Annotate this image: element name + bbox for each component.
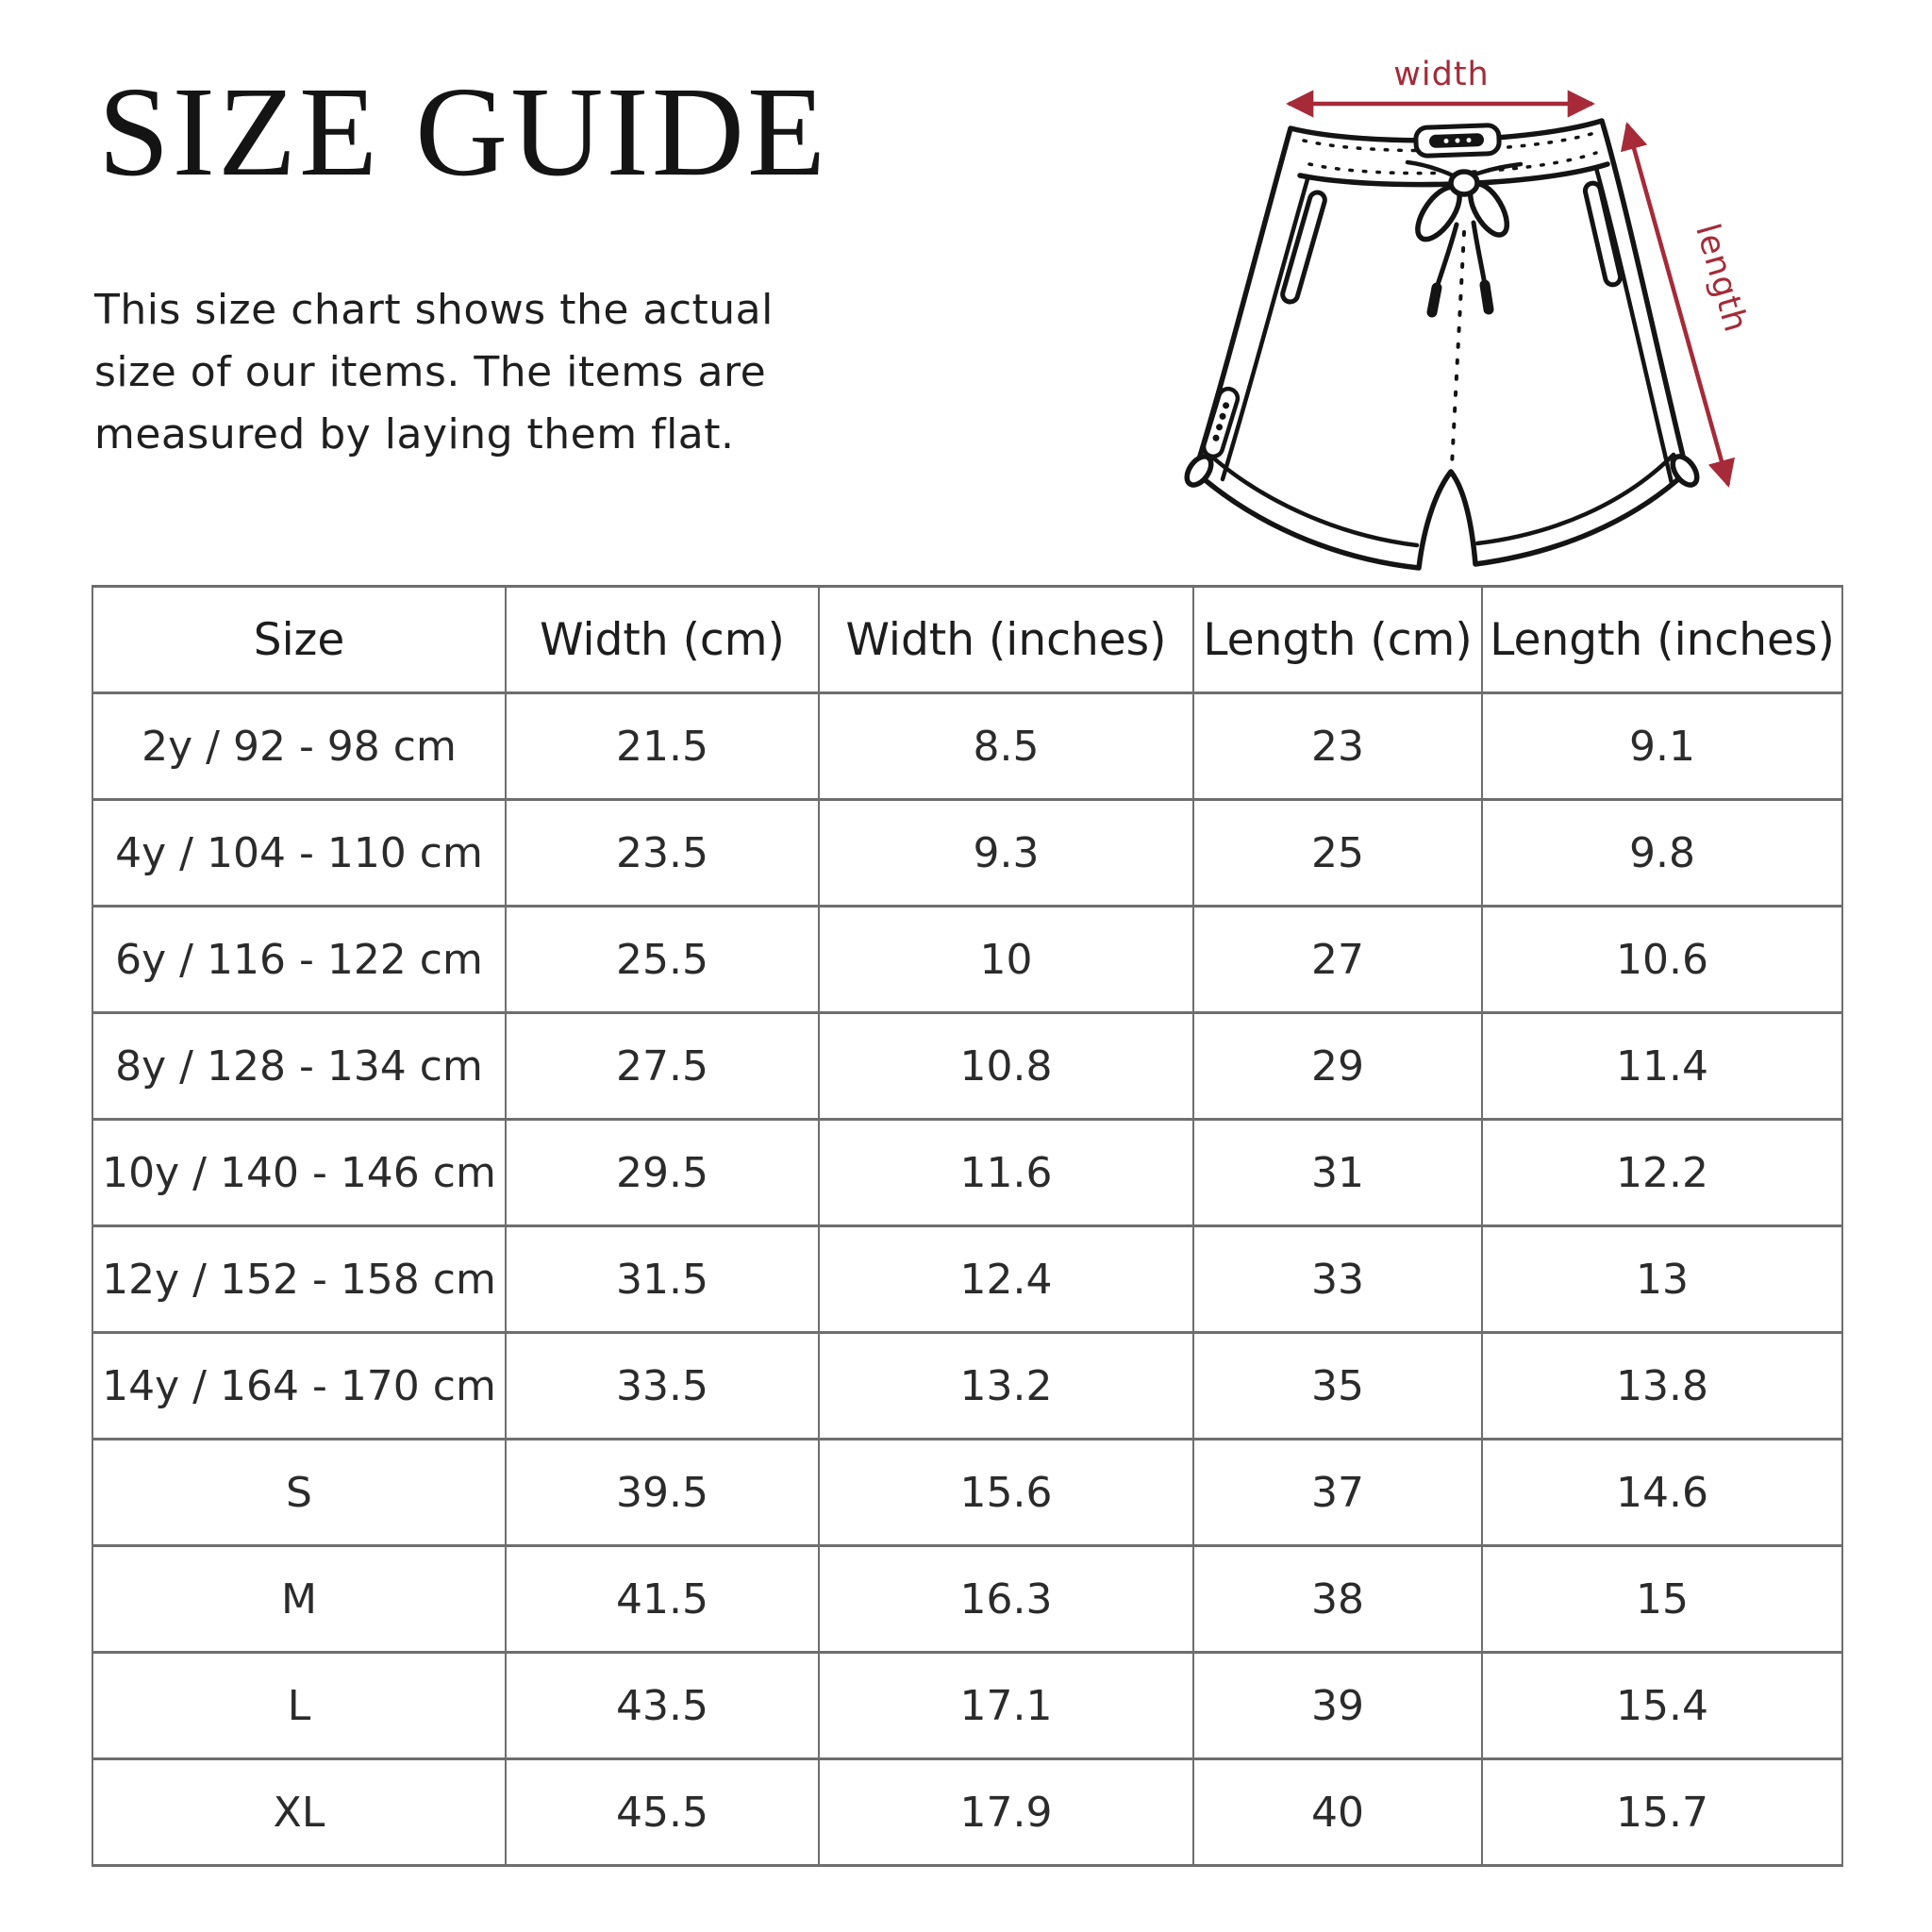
measurement-cell: 12.2 (1482, 1120, 1842, 1226)
column-header: Size (92, 587, 506, 693)
size-cell: 8y / 128 - 134 cm (92, 1013, 506, 1120)
measurement-cell: 12.4 (819, 1226, 1193, 1333)
size-cell: L (92, 1653, 506, 1759)
measurement-cell: 41.5 (506, 1546, 819, 1653)
measurement-cell: 25.5 (506, 907, 819, 1013)
column-header: Length (inches) (1482, 587, 1842, 693)
shorts-measurement-diagram (1170, 45, 1792, 579)
column-header: Width (inches) (819, 587, 1193, 693)
column-header: Width (cm) (506, 587, 819, 693)
measurement-cell: 9.3 (819, 800, 1193, 907)
description-line: size of our items. The items are (94, 348, 767, 396)
measurement-cell: 17.9 (819, 1759, 1193, 1866)
measurement-cell: 23.5 (506, 800, 819, 907)
measurement-cell: 31.5 (506, 1226, 819, 1333)
measurement-cell: 10.6 (1482, 907, 1842, 1013)
size-guide-table (92, 585, 1843, 1867)
measurement-cell: 37 (1193, 1440, 1482, 1546)
measurement-cell: 9.8 (1482, 800, 1842, 907)
measurement-cell: 13.8 (1482, 1333, 1842, 1440)
measurement-cell: 38 (1193, 1546, 1482, 1653)
measurement-cell: 17.1 (819, 1653, 1193, 1759)
column-header: Length (cm) (1193, 587, 1482, 693)
page-title: SIZE GUIDE (98, 61, 829, 203)
table-row (92, 1333, 1842, 1440)
shorts-illustration-icon (1170, 45, 1792, 579)
table-row (92, 1546, 1842, 1653)
size-table-header (92, 587, 1842, 693)
size-cell: M (92, 1546, 506, 1653)
measurement-cell: 10 (819, 907, 1193, 1013)
waistband-brand-tab (1416, 125, 1500, 156)
size-cell: 2y / 92 - 98 cm (92, 693, 506, 800)
measurement-cell: 29 (1193, 1013, 1482, 1120)
header-row (92, 587, 1842, 693)
measurement-cell: 15.6 (819, 1440, 1193, 1546)
table-row (92, 1440, 1842, 1546)
measurement-cell: 29.5 (506, 1120, 819, 1226)
measurement-cell: 33.5 (506, 1333, 819, 1440)
measurement-cell: 21.5 (506, 693, 819, 800)
table-row (92, 1759, 1842, 1866)
measurement-cell: 15.4 (1482, 1653, 1842, 1759)
table-row (92, 693, 1842, 800)
measurement-cell: 15 (1482, 1546, 1842, 1653)
table-row (92, 1226, 1842, 1333)
table-row (92, 1653, 1842, 1759)
measurement-cell: 13.2 (819, 1333, 1193, 1440)
measurement-cell: 39 (1193, 1653, 1482, 1759)
size-cell: XL (92, 1759, 506, 1866)
measurement-cell: 13 (1482, 1226, 1842, 1333)
size-cell: 14y / 164 - 170 cm (92, 1333, 506, 1440)
size-table-body (92, 693, 1842, 1866)
measurement-cell: 14.6 (1482, 1440, 1842, 1546)
measurement-cell: 16.3 (819, 1546, 1193, 1653)
measurement-cell: 40 (1193, 1759, 1482, 1866)
size-cell: 4y / 104 - 110 cm (92, 800, 506, 907)
description-line: This size chart shows the actual (94, 286, 774, 334)
size-cell: 10y / 140 - 146 cm (92, 1120, 506, 1226)
measurement-cell: 9.1 (1482, 693, 1842, 800)
measurement-cell: 27 (1193, 907, 1482, 1013)
measurement-cell: 33 (1193, 1226, 1482, 1333)
measurement-cell: 23 (1193, 693, 1482, 800)
measurement-cell: 11.4 (1482, 1013, 1842, 1120)
description-line: measured by laying them flat. (94, 410, 735, 458)
size-cell: 6y / 116 - 122 cm (92, 907, 506, 1013)
width-arrow-label: width (1393, 56, 1490, 93)
table-row (92, 1013, 1842, 1120)
measurement-cell: 25 (1193, 800, 1482, 907)
size-cell: 12y / 152 - 158 cm (92, 1226, 506, 1333)
measurement-cell: 27.5 (506, 1013, 819, 1120)
size-cell: S (92, 1440, 506, 1546)
measurement-cell: 15.7 (1482, 1759, 1842, 1866)
measurement-cell: 45.5 (506, 1759, 819, 1866)
measurement-cell: 11.6 (819, 1120, 1193, 1226)
table-row (92, 907, 1842, 1013)
table-row (92, 800, 1842, 907)
measurement-cell: 31 (1193, 1120, 1482, 1226)
table-row (92, 1120, 1842, 1226)
measurement-cell: 35 (1193, 1333, 1482, 1440)
page-description (94, 279, 774, 466)
measurement-cell: 39.5 (506, 1440, 819, 1546)
measurement-cell: 10.8 (819, 1013, 1193, 1120)
measurement-cell: 43.5 (506, 1653, 819, 1759)
length-arrow-label: length (1688, 219, 1756, 337)
measurement-cell: 8.5 (819, 693, 1193, 800)
